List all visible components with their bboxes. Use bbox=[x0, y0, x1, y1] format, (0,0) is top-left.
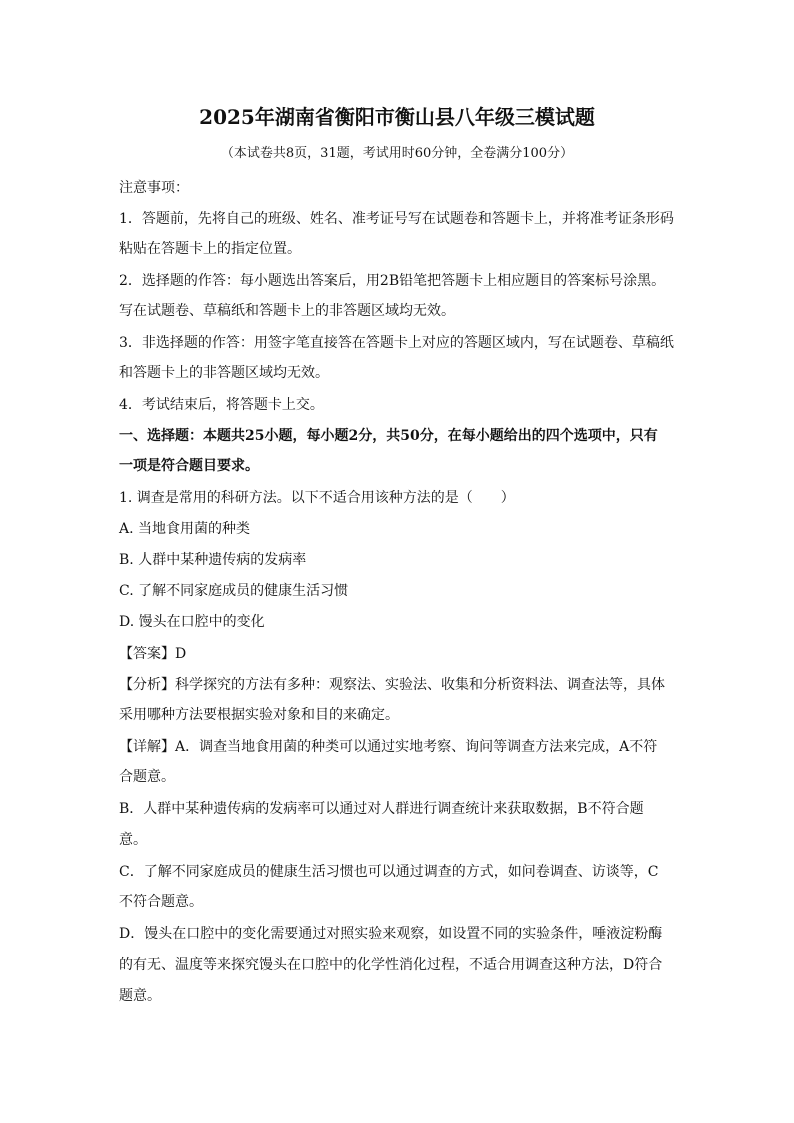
explanation-line: D．馒头在口腔中的变化需要通过对照实验来观察，如设置不同的实验条件，唾液淀粉酶 bbox=[119, 926, 663, 942]
explanation-line: 题意。 bbox=[119, 988, 161, 1004]
notice-line: 2．选择题的作答：每小题选出答案后，用2B铅笔把答题卡上相应题目的答案标号涂黑。 bbox=[119, 273, 666, 289]
notice-line: 3．非选择题的作答：用签字笔直接答在答题卡上对应的答题区域内，写在试题卷、草稿纸 bbox=[119, 335, 674, 351]
exam-title: 2025年湖南省衡阳市衡山县八年级三模试题 bbox=[199, 105, 595, 129]
notice-line: 写在试题卷、草稿纸和答题卡上的非答题区域均无效。 bbox=[119, 303, 455, 319]
section-heading: 一、选择题：本题共25小题，每小题2分，共50分，在每小题给出的四个选项中，只有 bbox=[119, 428, 658, 444]
explanation-line: C．了解不同家庭成员的健康生活习惯也可以通过调查的方式，如问卷调查、访谈等，C bbox=[119, 864, 659, 880]
explanation-line: 【详解】A．调查当地食用菌的种类可以通过实地考察、询问等调查方法来完成，A不符 bbox=[119, 739, 658, 755]
analysis-line: 采用哪种方法要根据实验对象和目的来确定。 bbox=[119, 707, 399, 723]
explanation-line: 的有无、温度等来探究馒头在口腔中的化学性消化过程，不适合用调查这种方法，D符合 bbox=[119, 957, 663, 973]
question-option: D. 馒头在口腔中的变化 bbox=[119, 614, 265, 630]
analysis-line: 【分析】科学探究的方法有多种：观察法、实验法、收集和分析资料法、调查法等，具体 bbox=[119, 677, 665, 693]
explanation-line: B．人群中某种遗传病的发病率可以通过对人群进行调查统计来获取数据，B不符合题 bbox=[119, 801, 644, 817]
notice-line: 和答题卡上的非答题区域均无效。 bbox=[119, 365, 329, 381]
explanation-line: 意。 bbox=[119, 832, 147, 848]
exam-subtitle: （本试卷共8页，31题，考试用时60分钟，全卷满分100分） bbox=[220, 146, 574, 161]
question-option: B. 人群中某种遗传病的发病率 bbox=[119, 552, 307, 568]
explanation-line: 合题意。 bbox=[119, 769, 175, 785]
notice-line: 4．考试结束后，将答题卡上交。 bbox=[119, 397, 324, 413]
question-option: C. 了解不同家庭成员的健康生活习惯 bbox=[119, 583, 349, 599]
section-heading: 一项是符合题目要求。 bbox=[119, 458, 259, 474]
question-stem: 1. 调查是常用的科研方法。以下不适合用该种方法的是（ ） bbox=[119, 490, 515, 506]
notice-heading: 注意事项： bbox=[119, 180, 189, 196]
notice-line: 1．答题前，先将自己的班级、姓名、准考证号写在试题卷和答题卡上，并将准考证条形码 bbox=[119, 211, 674, 227]
explanation-line: 不符合题意。 bbox=[119, 894, 203, 910]
answer-line: 【答案】D bbox=[119, 646, 187, 662]
notice-line: 粘贴在答题卡上的指定位置。 bbox=[119, 241, 301, 257]
question-option: A. 当地食用菌的种类 bbox=[119, 521, 251, 537]
